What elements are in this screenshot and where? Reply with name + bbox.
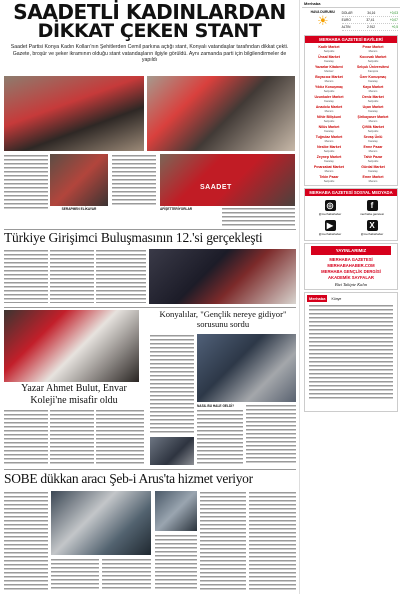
dealer-location: Kampüs — [367, 69, 379, 73]
dealer-name: Ünsal Market — [318, 55, 340, 59]
story-3-photo-2 — [150, 437, 194, 465]
instagram-icon[interactable]: ◎ — [325, 200, 336, 211]
dealer-location: Meram — [324, 139, 334, 143]
x-icon[interactable]: X — [367, 220, 378, 231]
dealer-item — [351, 174, 395, 184]
dealer-name: Şirikayaser Market — [357, 115, 389, 119]
dealer-name: Nesibe Market — [317, 145, 341, 149]
story-4-headline-line-2: Koleji'ne misafir oldu — [30, 395, 118, 406]
dealer-item — [307, 104, 351, 114]
currency-v1: 2.912 — [367, 25, 376, 29]
social-item[interactable] — [309, 218, 351, 238]
weather-sun-icon: ☀ — [316, 13, 329, 28]
dealer-item — [307, 64, 351, 74]
dealer-name: Yazarlar Kitabevi — [314, 65, 343, 69]
top-headline-line-2: DİKKAT ÇEKEN STANT — [37, 20, 262, 42]
publication-item[interactable]: MERHABA GAZETESİ — [329, 257, 373, 262]
dealer-name: Zeynep Market — [316, 155, 342, 159]
weather-currency-row — [302, 8, 400, 33]
dealer-item — [307, 84, 351, 94]
top-story-body-col-1 — [4, 154, 48, 210]
dealer-item — [351, 54, 395, 64]
social-handle[interactable]: @merhabahaber — [360, 232, 384, 236]
dealer-location: Karatay — [368, 139, 378, 143]
dealer-location: Selçuklu — [323, 119, 335, 123]
dealer-location: Selçuklu — [323, 49, 335, 53]
dealer-item — [351, 104, 395, 114]
publication-item[interactable]: MERHABAHABER.COM — [327, 263, 375, 268]
sidebar-masthead: Merhaba — [302, 0, 400, 8]
currency-table — [342, 10, 398, 31]
dealer-name: Çiftlik Market — [362, 125, 384, 129]
dealer-item — [307, 74, 351, 84]
currency-v2: +0,5 — [391, 25, 398, 29]
dealer-item — [351, 74, 395, 84]
social-handle[interactable]: merhaba gazetesi — [360, 212, 384, 216]
dealer-name: Pınarzabat Market — [314, 165, 344, 169]
social-item[interactable] — [309, 198, 351, 218]
story-2-photo — [149, 249, 296, 304]
social-handle[interactable]: @merhabahaber — [318, 212, 342, 216]
dealer-item — [351, 144, 395, 154]
story-5-body-col-2 — [51, 558, 99, 591]
dealers-box — [304, 35, 398, 186]
top-story-body-col-3 — [222, 207, 295, 227]
dealer-name: Pınar Market — [362, 45, 384, 49]
dealer-name: Tahir Pazar — [363, 155, 383, 159]
dealer-location: Meram — [368, 89, 378, 93]
dealer-location: Karatay — [324, 99, 334, 103]
imprint-box — [304, 292, 398, 412]
dealer-name: Özer Konuşmaç — [359, 75, 387, 79]
weather-title: HAVA DURUMU — [310, 10, 335, 14]
story-5-headline: SOBE dükkan aracı Şeb-i Arus'ta hizmet veriyor — [4, 471, 253, 486]
dealers-title: MERHABA GAZETESİ BAYİLERİ — [305, 36, 397, 43]
story-2-body-col-3 — [96, 249, 146, 303]
top-story-photo-small — [50, 154, 108, 206]
story-5-photo-2 — [155, 491, 197, 531]
story-3-body-col-1 — [150, 334, 194, 434]
dealer-name: Emre Market — [362, 175, 384, 179]
dealer-location: Karatay — [324, 59, 334, 63]
dealer-name: Uçan Market — [362, 105, 384, 109]
dealer-name: Gürdal Market — [361, 165, 385, 169]
dealer-location: Selçuklu — [367, 129, 379, 133]
story-3-photo — [197, 334, 296, 402]
story-4-body-col-1 — [4, 409, 48, 465]
dealer-name: Kaya Market — [362, 85, 384, 89]
dealer-name: Yıldız Konuşmaç — [314, 85, 343, 89]
imprint-text — [309, 304, 393, 400]
publication-item[interactable]: MERHABA GENÇLİK DERGİSİ — [321, 269, 381, 274]
publications-box — [304, 243, 398, 290]
story-4-body-col-2 — [50, 409, 94, 465]
top-headline-line-1: SAADETLİ KADINLARDAN — [13, 0, 286, 24]
dealer-item — [307, 154, 351, 164]
dealer-location: Selçuklu — [367, 99, 379, 103]
dealer-name: Kocovalı Market — [359, 55, 387, 59]
dealer-location: Meram — [368, 149, 378, 153]
dealer-item — [351, 44, 395, 54]
dealer-name: Nihle Bilişkuni — [316, 115, 342, 119]
facebook-icon[interactable]: f — [367, 200, 378, 211]
dealer-location: Karatay — [368, 79, 378, 83]
dealer-location: Meram — [324, 169, 334, 173]
top-story-photo-left — [4, 76, 144, 151]
dealer-location: Selçuklu — [367, 59, 379, 63]
dealer-item — [307, 174, 351, 184]
dealer-name: Sevaş Ünlü — [363, 135, 383, 139]
currency-name: DOLAR — [341, 11, 353, 15]
dealer-item — [351, 94, 395, 104]
dealer-location: Karatay — [324, 129, 334, 133]
follow-text: Bizi Takipte Kalın — [334, 282, 368, 287]
dealer-location: Karatay — [368, 109, 378, 113]
dealer-name: Deniz Market — [362, 95, 384, 99]
social-item[interactable] — [351, 218, 393, 238]
story-5-body-col-5 — [200, 491, 246, 591]
story-2-body-col-1 — [4, 249, 48, 303]
dealer-item — [351, 134, 395, 144]
social-title: MERHABA GAZETESİ SOSYAL MEDYADA — [305, 189, 397, 196]
dealer-name: Boyacıoz Market — [315, 75, 343, 79]
dealer-item — [307, 144, 351, 154]
dealer-name: Anadolu Market — [315, 105, 343, 109]
dealer-item — [351, 84, 395, 94]
currency-v2: +0,03 — [389, 11, 398, 15]
story-4-photo — [4, 310, 139, 382]
dealer-item — [307, 164, 351, 174]
top-story-caption-1: AFİŞETTERİYORLAR — [160, 207, 193, 211]
story-3-subhead: NASIL BU HALE GELDİ? — [197, 404, 235, 408]
dealer-location: Meram — [368, 179, 378, 183]
dealer-name: Tekin Pazar — [319, 175, 339, 179]
currency-row — [342, 10, 398, 17]
dealer-item — [351, 124, 395, 134]
story-3-headline: Konyalılar, "Gençlik nereye gidiyor" sorusunu sordu — [159, 309, 287, 329]
dealer-location: Meram — [324, 109, 334, 113]
dealer-name: Uzunkaler Market — [314, 95, 344, 99]
top-story-caption-2: SERAPMEN ELİKAYAR — [61, 207, 97, 211]
weather-box — [304, 10, 342, 31]
dealer-name: Tuğrulaz Market — [315, 135, 343, 139]
story-2-body-col-2 — [50, 249, 94, 303]
imprint-logo: Merhaba — [309, 296, 326, 301]
dealer-location: Selçuklu — [323, 179, 335, 183]
dealer-item — [351, 164, 395, 174]
imprint-title: Künye — [331, 296, 342, 301]
dealer-item — [307, 114, 351, 124]
story-5-body-col-4 — [155, 534, 197, 591]
dealer-item — [307, 54, 351, 64]
currency-name: EURO — [341, 18, 351, 22]
publications-list — [305, 257, 397, 280]
social-box — [304, 188, 398, 241]
dealer-item — [307, 44, 351, 54]
story-5-body-col-6 — [249, 491, 296, 591]
top-story-deck: Saadet Partisi Konya Kadın Kolları'nın Şehitlerden Cemil parkına açtığı stant, Konyalı vatandaşlar tarafından dikkat çekti. Gazete, broşür ve şeker ikramının olduğu stant vatandaşların ilgiyle görüldü. Aynı zamanda parti için bilgilendirmeler de yapıldı — [10, 44, 289, 63]
dealer-item — [351, 154, 395, 164]
currency-row — [342, 17, 398, 24]
story-3-body-col-2 — [197, 409, 243, 465]
dealer-item — [307, 134, 351, 144]
story-5-body-col-3 — [102, 558, 151, 591]
top-story-photo-stand — [160, 154, 295, 206]
currency-v1: 37,41 — [366, 18, 375, 22]
sidebar — [302, 0, 400, 594]
currency-v1: 34,16 — [367, 11, 376, 15]
dealer-item — [351, 64, 395, 74]
story-4-body-col-3 — [96, 409, 144, 465]
story-5-body-col-1 — [4, 491, 48, 591]
section-divider-3 — [4, 469, 296, 470]
currency-row — [342, 24, 398, 31]
dealer-item — [307, 124, 351, 134]
dealer-location: Meram — [368, 119, 378, 123]
dealer-name: Selçuk Üniversitesi — [356, 65, 390, 69]
social-item[interactable] — [351, 198, 393, 218]
dealers-list — [305, 43, 397, 185]
story-2-headline: Türkiye Girişimci Buluşmasının 12.'si gerçekleşti — [4, 230, 263, 245]
dealer-location: Selçuklu — [367, 159, 379, 163]
top-story-body-col-2 — [112, 154, 156, 206]
dealer-name: Kadir Market — [318, 45, 340, 49]
dealer-location: Karatay — [324, 159, 334, 163]
currency-v2: +0,07 — [389, 18, 398, 22]
top-story-banner: SAADET — [200, 184, 232, 191]
dealer-location: Merkez — [324, 69, 334, 73]
dealer-location: Meram — [324, 79, 334, 83]
dealer-name: Nilüs Market — [318, 125, 340, 129]
dealer-item — [307, 94, 351, 104]
story-3-body-col-3 — [246, 404, 296, 465]
story-5-photo — [51, 491, 151, 555]
dealer-name: Erme Pazar — [363, 145, 383, 149]
social-list — [305, 196, 397, 240]
dealer-location: Selçuklu — [323, 89, 335, 93]
publication-item[interactable]: AKADEMİK SAYFALAR — [328, 275, 374, 280]
dealer-location: Meram — [368, 49, 378, 53]
top-story-photo-right — [147, 76, 295, 151]
section-divider-2 — [4, 307, 296, 308]
publications-title: YAYINLARIMIZ — [311, 246, 391, 255]
currency-name: ALTIN — [341, 25, 351, 29]
story-4-headline-line-1: Yazar Ahmet Bulut, Envar — [21, 383, 127, 394]
social-handle[interactable]: @merhabahaber — [318, 232, 342, 236]
imprint-header — [305, 293, 397, 304]
youtube-icon[interactable]: ▶ — [325, 220, 336, 231]
dealer-location: Karatay — [368, 169, 378, 173]
dealer-location: Selçuklu — [323, 149, 335, 153]
dealer-item — [351, 114, 395, 124]
